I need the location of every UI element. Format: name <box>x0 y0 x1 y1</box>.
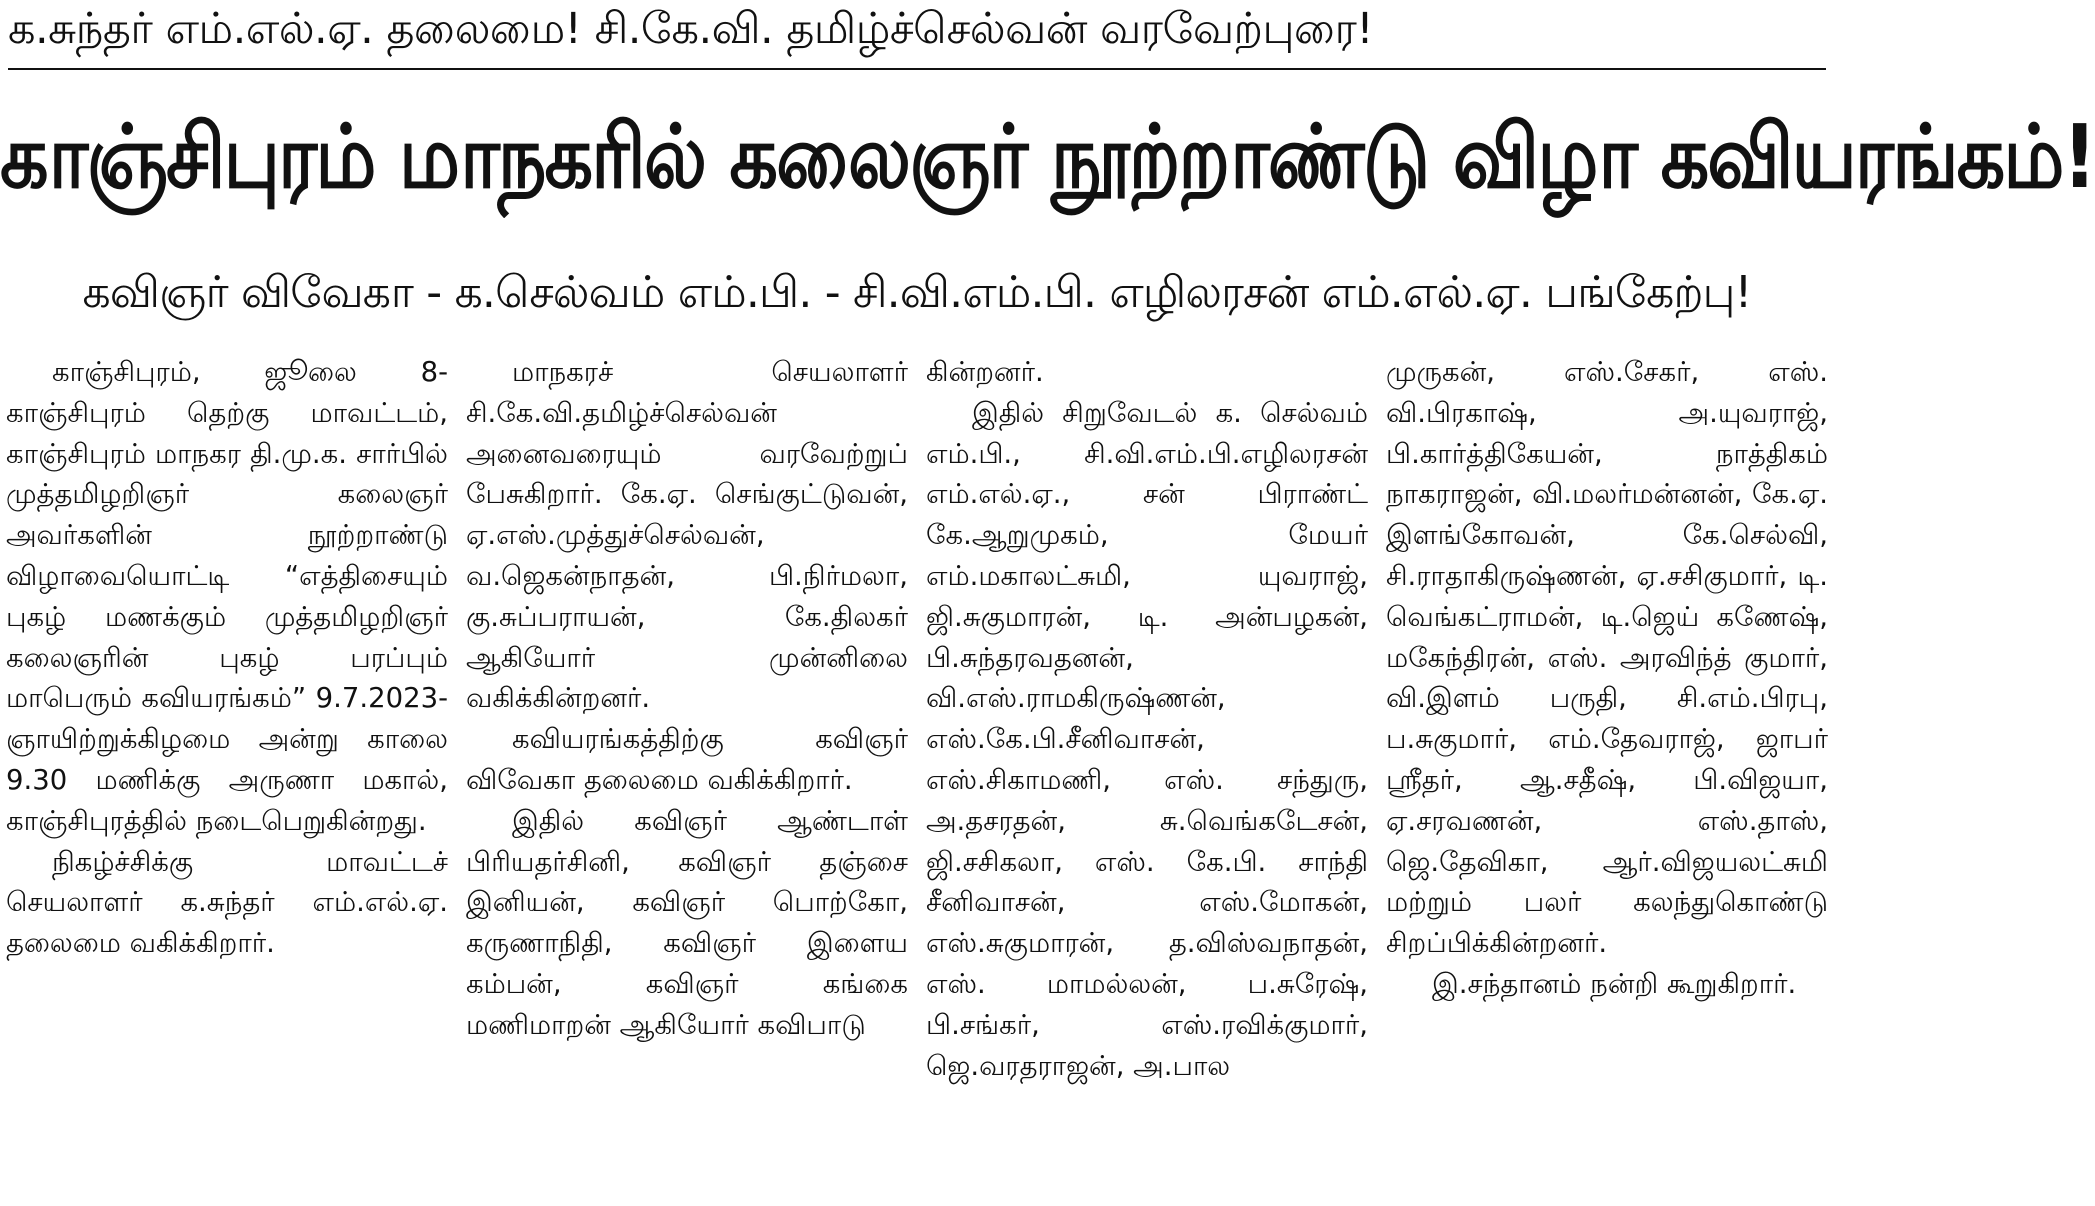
paragraph: மாநகரச் செயலாளர் சி.கே.வி.தமிழ்ச்செல்வன் அனைவரையும் வரவேற்றுப் பேசுகிறார். கே.ஏ. செங்குட்டுவன், ஏ.எஸ்.முத்துச்செல்வன், வ.ஜெகன்நாதன், பி.நிர்மலா, கு.சுப்பராயன், கே.திலகர் ஆகியோர் முன்னிலை வகிக்கின்றனர். <box>466 356 908 715</box>
kicker-line: க.சுந்தர் எம்.எல்.ஏ. தலைமை! சி.கே.வி. தமிழ்ச்செல்வன் வரவேற்புரை! <box>8 4 1374 54</box>
subheadline: கவிஞர் விவேகா - க.செல்வம் எம்.பி. - சி.வி.எம்.பி. எழிலரசன் எம்.எல்.ஏ. பங்கேற்பு! <box>82 267 1752 318</box>
article-body <box>6 352 1828 1204</box>
column-3 <box>926 352 1368 1204</box>
paragraph: முருகன், எஸ்.சேகர், எஸ். வி.பிரகாஷ், அ.யுவராஜ், பி.கார்த்திகேயன், நாத்திகம் நாகராஜன், வி.மலர்மன்னன், கே.ஏ. இளங்கோவன், கே.செல்வி, சி.ராதாகிருஷ்ணன், ஏ.சசிகுமார், டி. வெங்கட்ராமன், டி.ஜெய் கணேஷ், மகேந்திரன், எஸ். அரவிந்த் குமார், வி.இளம் பருதி, சி.எம்.பிரபு, ப.சுகுமார், எம்.தேவராஜ், ஜாபர் ஸ்ரீதர், ஆ.சதீஷ், பி.விஜயா, ஏ.சரவணன், எஸ்.தாஸ், ஜெ.தேவிகா, ஆர்.விஜயலட்சுமி மற்றும் பலர் கலந்துகொண்டு சிறப்பிக்கின்றனர். <box>1386 356 1828 960</box>
column-4 <box>1386 352 1828 1204</box>
paragraph: நிகழ்ச்சிக்கு மாவட்டச் செயலாளர் க.சுந்தர் எம்.எல்.ஏ. தலைமை வகிக்கிறார். <box>6 845 448 960</box>
headline: காஞ்சிபுரம் மாநகரில் கலைஞர் நூற்றாண்டு விழா கவியரங்கம்! <box>0 105 2095 208</box>
paragraph: காஞ்சிபுரம், ஜூலை 8- காஞ்சிபுரம் தெற்கு மாவட்டம், காஞ்சிபுரம் மாநகர தி.மு.க. சார்பில் முத்தமிழறிஞர் கலைஞர் அவர்களின் நூற்றாண்டு விழாவையொட்டி “எத்திசையும் புகழ் மணக்கும் முத்தமிழறிஞர் கலைஞரின் புகழ் பரப்பும் மாபெரும் கவியரங்கம்” 9.7.2023-ஞாயிற்றுக்கிழமை அன்று காலை 9.30 மணிக்கு அருணா மகால், காஞ்சிபுரத்தில் நடைபெறுகின்றது. <box>6 356 448 837</box>
paragraph: கின்றனர். <box>926 356 1044 388</box>
divider-rule <box>8 68 1826 70</box>
paragraph: இதில் கவிஞர் ஆண்டாள் பிரியதர்சினி, கவிஞர் தஞ்சை இனியன், கவிஞர் பொற்கோ, கருணாநிதி, கவிஞர் இளைய கம்பன், கவிஞர் கங்கை மணிமாறன் ஆகியோர் கவிபாடு <box>466 804 908 1041</box>
paragraph: இ.சந்தானம் நன்றி கூறுகிறார். <box>1432 967 1797 1000</box>
column-1 <box>6 352 448 1204</box>
column-2 <box>466 352 908 1204</box>
paragraph: கவியரங்கத்திற்கு கவிஞர் விவேகா தலைமை வகிக்கிறார். <box>466 723 908 796</box>
paragraph: இதில் சிறுவேடல் க. செல்வம் எம்.பி., சி.வி.எம்.பி.எழிலரசன் எம்.எல்.ஏ., சன் பிராண்ட் கே.ஆறுமுகம், மேயர் எம்.மகாலட்சுமி, யுவராஜ், ஜி.சுகுமாரன், டி. அன்பழகன், பி.சுந்தரவதனன், வி.எஸ்.ராமகிருஷ்ணன், எஸ்.கே.பி.சீனிவாசன், எஸ்.சிகாமணி, எஸ். சந்துரு, அ.தசரதன், சு.வெங்கடேசன், ஜி.சசிகலா, எஸ். கே.பி. சாந்தி சீனிவாசன், எஸ்.மோகன், எஸ்.சுகுமாரன், த.விஸ்வநாதன், எஸ். மாமல்லன், ப.சுரேஷ், பி.சங்கர், எஸ்.ரவிக்குமார், ஜெ.வரதராஜன், அ.பால <box>926 396 1368 1082</box>
